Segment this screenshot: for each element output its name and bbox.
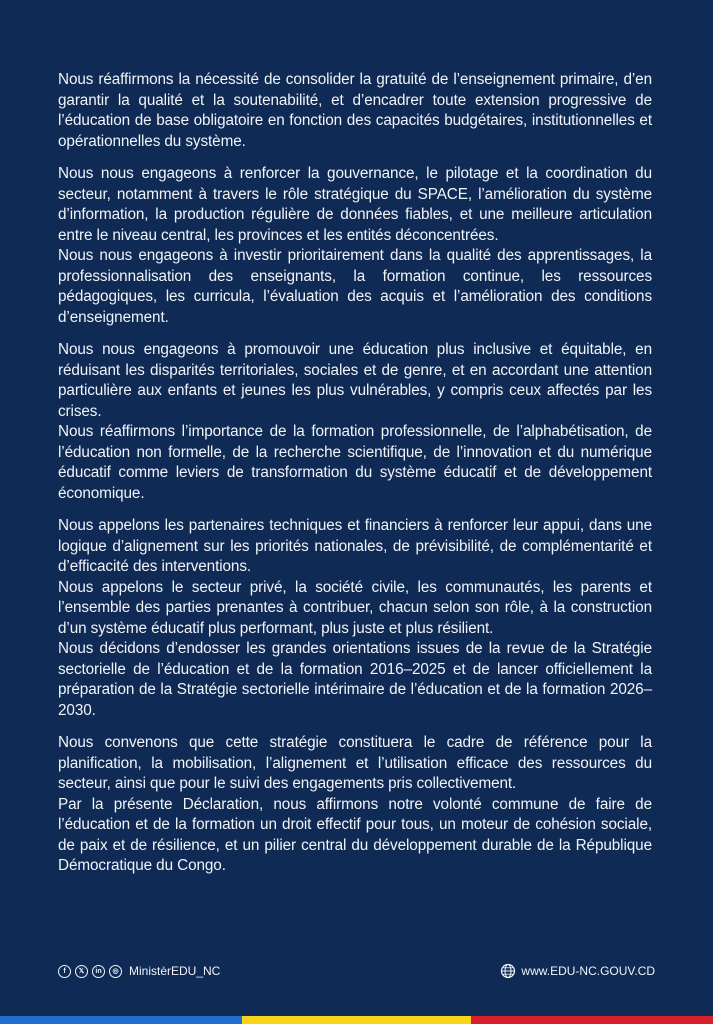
flag-red-segment: [471, 1016, 713, 1024]
footer: [58, 962, 655, 980]
x-icon[interactable]: 𝕏: [75, 965, 88, 978]
paragraph: Par la présente Déclaration, nous affirmons notre volonté commune de faire de l’éducation et de la formation un droit effectif pour tous, un moteur de cohésion sociale, de paix et de résilience, et un pilier central du développement durable de la République Démocratique du Congo.: [58, 795, 652, 874]
facebook-icon[interactable]: f: [58, 965, 71, 978]
paragraph: Nous réaffirmons l’importance de la formation professionnelle, de l’alphabétisation, de l’éducation non formelle, de la recherche scientifique, de l’innovation et du numérique éducatif comme leviers de transformation du système éducatif et de développement économique.: [58, 423, 652, 502]
paragraph-group: [58, 70, 652, 152]
instagram-icon[interactable]: ◎: [109, 965, 122, 978]
globe-icon: [500, 963, 516, 979]
paragraph-group: [58, 516, 652, 721]
social-links: [58, 964, 220, 978]
social-handle: MinistèrEDU_NC: [129, 964, 221, 978]
paragraph: Nous nous engageons à investir prioritairement dans la qualité des apprentissages, la professionnalisation des enseignants, la formation continue, les ressources pédagogiques, les curricula, l’évaluation des acquis et l’amélioration des conditions d’enseignement.: [58, 247, 652, 326]
paragraph-group: [58, 340, 652, 504]
paragraph: Nous réaffirmons la nécessité de consolider la gratuité de l’enseignement primaire, d’en garantir la qualité et la soutenabilité, et d’encadrer toute extension progressive de l’éducation de base obligatoire en fonction des capacités budgétaires, institutionnelles et opérationnelles du système.: [58, 71, 652, 150]
paragraph: Nous nous engageons à promouvoir une éducation plus inclusive et équitable, en réduisant les disparités territoriales, sociales et de genre, et en accordant une attention particulière aux enfants et jeunes les plus vulnérables, y compris ceux affectés par les crises.: [58, 341, 652, 420]
paragraph-group: [58, 164, 652, 328]
linkedin-icon[interactable]: in: [92, 965, 105, 978]
paragraph: Nous appelons le secteur privé, la société civile, les communautés, les parents et l’ensemble des parties prenantes à contribuer, chacun selon son rôle, à la construction d’un système éducatif plus performant, plus juste et plus résilient.: [58, 578, 652, 637]
paragraph: Nous convenons que cette stratégie constituera le cadre de référence pour la planification, la mobilisation, l’alignement et l’utilisation efficace des ressources du secteur, ainsi que pour le suivi des engagements pris collectivement.: [58, 734, 652, 792]
declaration-text: [58, 70, 652, 889]
paragraph: Nous appelons les partenaires techniques et financiers à renforcer leur appui, dans une logique d’alignement sur les priorités nationales, de prévisibilité, de complémentarité et d’efficacité des interventions.: [58, 517, 652, 575]
website-link[interactable]: [500, 963, 655, 979]
website-url[interactable]: www.EDU-NC.GOUV.CD: [521, 964, 655, 978]
paragraph-group: [58, 733, 652, 877]
flag-yellow-segment: [242, 1016, 470, 1024]
flag-color-bar: [0, 1016, 713, 1024]
paragraph: Nous décidons d’endosser les grandes orientations issues de la revue de la Stratégie sectorielle de l’éducation et de la formation 2016–2025 et de lancer officiellement la préparation de la Stratégie sectorielle intérimaire de l’éducation et de la formation 2026–2030.: [58, 640, 652, 719]
flag-blue-segment: [0, 1016, 242, 1024]
paragraph: Nous nous engageons à renforcer la gouvernance, le pilotage et la coordination du secteur, notamment à travers le rôle stratégique du SPACE, l’amélioration du système d’information, la production régulière de données fiables, et une meilleure articulation entre le niveau central, les provinces et les entités déconcentrées.: [58, 165, 652, 244]
